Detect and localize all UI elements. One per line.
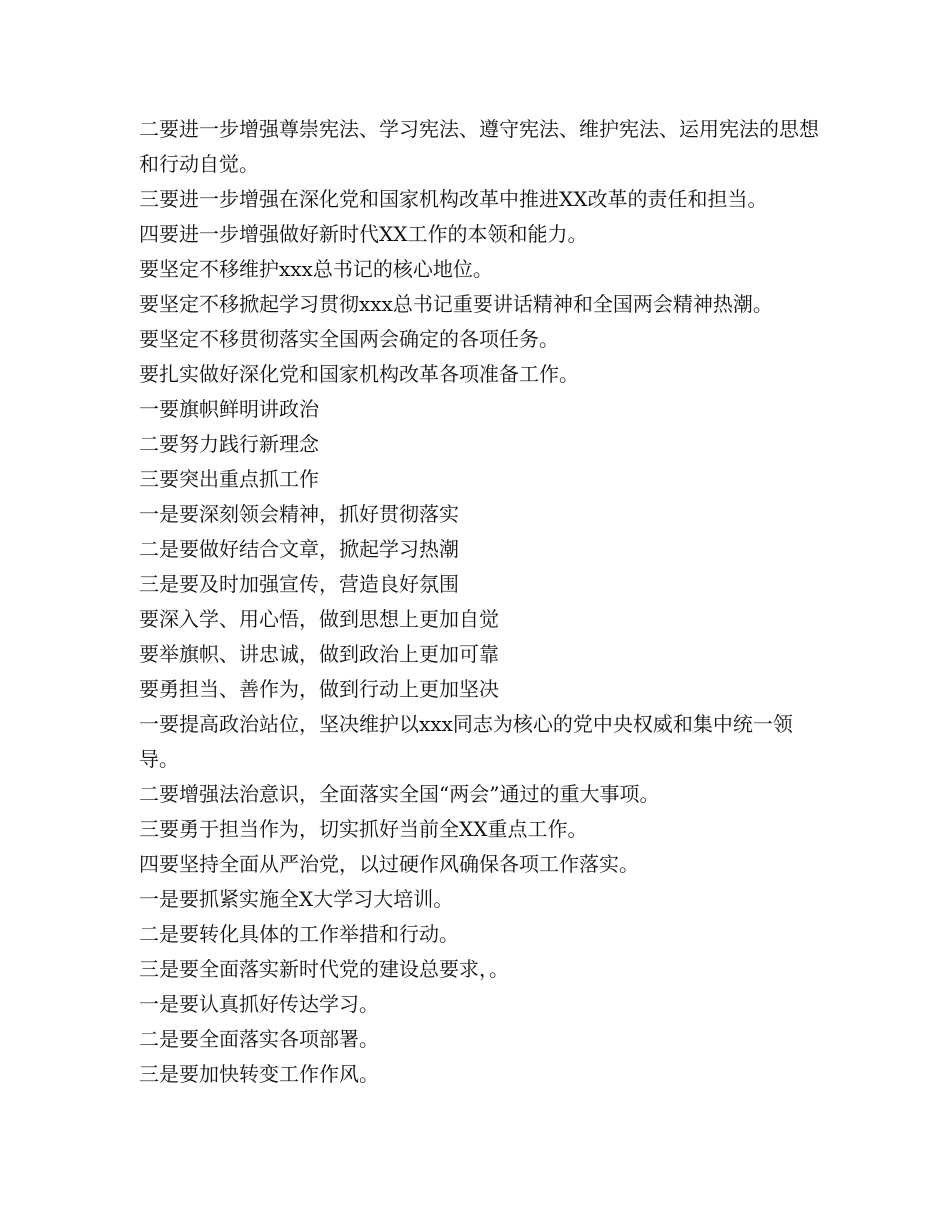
paragraph: 要举旗帜、讲忠诚，做到政治上更加可靠 [139, 642, 499, 666]
paragraph: 二是要全面落实各项部署。 [139, 1027, 379, 1051]
paragraph: 三是要全面落实新时代党的建设总要求，。 [139, 957, 509, 981]
paragraph: 要坚定不移掀起学习贯彻xxx总书记重要讲话精神和全国两会精神热潮。 [139, 292, 773, 316]
paragraph: 二要努力践行新理念 [139, 432, 319, 456]
paragraph: 一是要认真抓好传达学习。 [139, 992, 379, 1016]
paragraph: 二要增强法治意识，全面落实全国“两会”通过的重大事项。 [139, 782, 660, 806]
paragraph: 要坚定不移维护xxx总书记的核心地位。 [139, 257, 493, 281]
paragraph: 一是要抓紧实施全X大学习大培训。 [139, 887, 454, 911]
paragraph: 要勇担当、善作为，做到行动上更加坚决 [139, 677, 499, 701]
paragraph: 一要旗帜鲜明讲政治 [139, 397, 319, 421]
paragraph: 二是要做好结合文章，掀起学习热潮 [139, 537, 459, 561]
paragraph: 一要提高政治站位，坚决维护以xxx同志为核心的党中央权威和集中统一领导。 [139, 712, 793, 771]
paragraph: 三是要加快转变工作作风。 [139, 1062, 379, 1086]
paragraph: 一是要深刻领会精神，抓好贯彻落实 [139, 502, 459, 526]
paragraph: 要深入学、用心悟，做到思想上更加自觉 [139, 607, 499, 631]
paragraph: 四要坚持全面从严治党，以过硬作风确保各项工作落实。 [139, 852, 639, 876]
paragraph: 四要进一步增强做好新时代XX工作的本领和能力。 [139, 222, 588, 246]
paragraph: 要扎实做好深化党和国家机构改革各项准备工作。 [139, 362, 579, 386]
paragraph: 三是要及时加强宣传，营造良好氛围 [139, 572, 459, 596]
document-body [139, 112, 829, 1092]
paragraph: 三要勇于担当作为，切实抓好当前全XX重点工作。 [139, 817, 588, 841]
paragraph: 要坚定不移贯彻落实全国两会确定的各项任务。 [139, 327, 559, 351]
paragraph: 三要突出重点抓工作 [139, 467, 319, 491]
paragraph: 三要进一步增强在深化党和国家机构改革中推进XX改革的责任和担当。 [139, 187, 768, 211]
paragraph: 二要进一步增强尊崇宪法、学习宪法、遵守宪法、维护宪法、运用宪法的思想和行动自觉。 [139, 117, 819, 176]
paragraph: 二是要转化具体的工作举措和行动。 [139, 922, 459, 946]
